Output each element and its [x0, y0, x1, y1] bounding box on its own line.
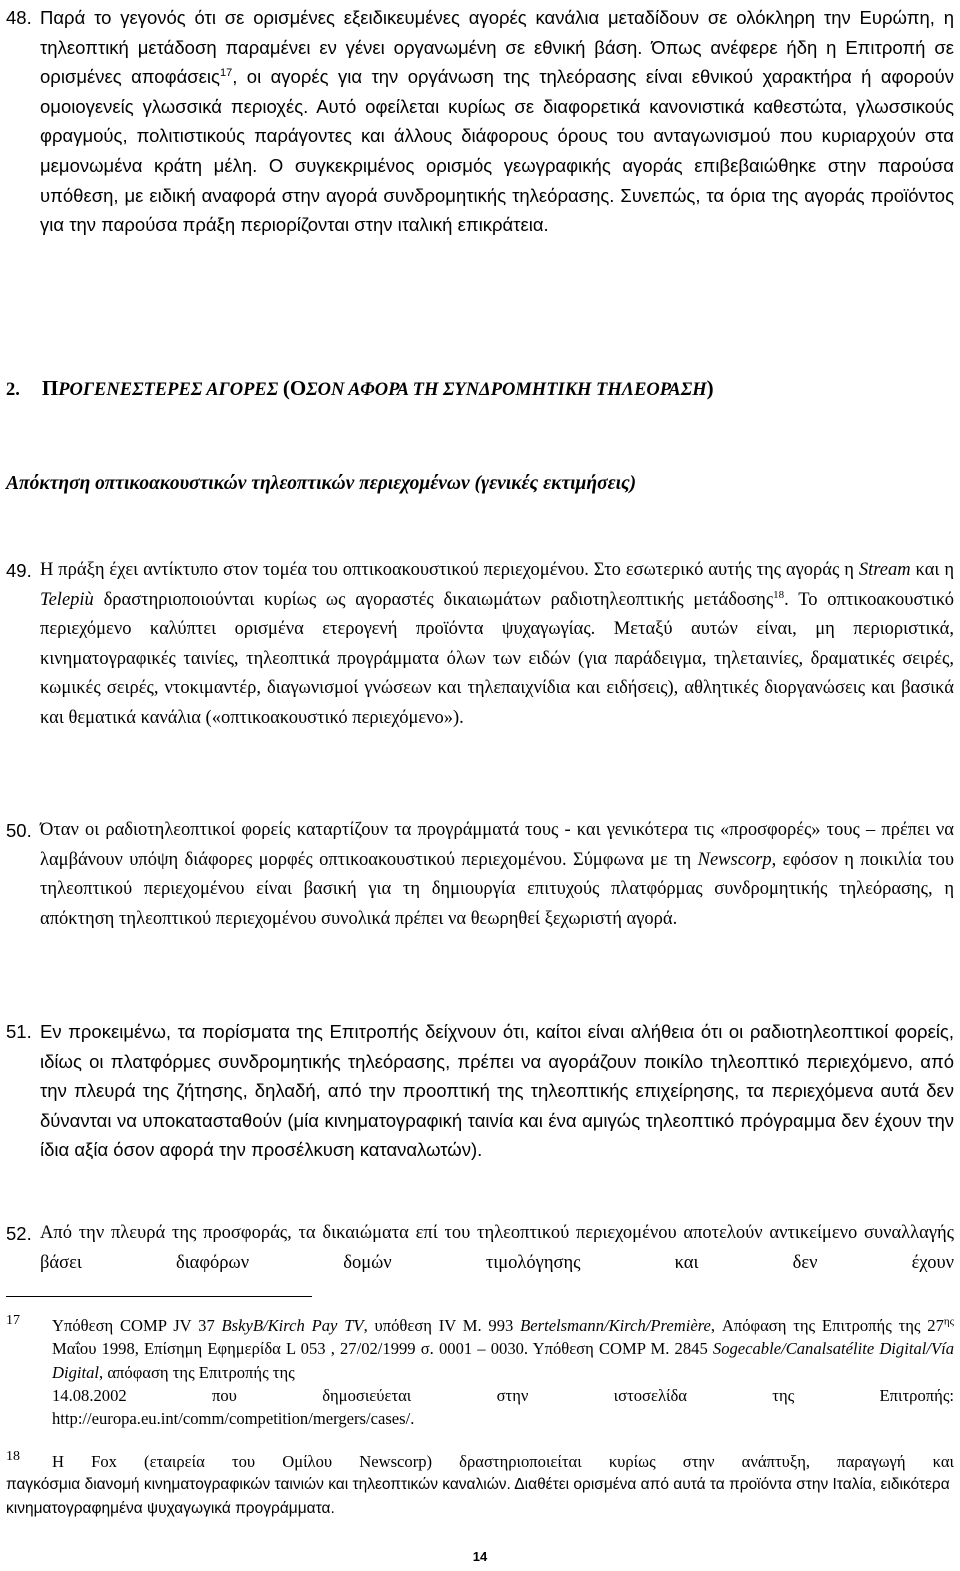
paragraph-52: [6, 1219, 954, 1278]
paragraph-number: 51.: [6, 1021, 32, 1042]
footnote-text-line: 14.08.2002 που δημοσιεύεται στην ιστοσελίδα της Επιτροπής:: [52, 1385, 954, 1405]
footnote-ref-18[interactable]: 18: [773, 588, 785, 601]
paragraph-text: Η πράξη έχει αντίκτυπο στον τομέα του οπτικοακουστικού περιεχομένου. Στο εσωτερικό αυτής της αγοράς η Stream και η Telepiù δραστηριοποιούνται κυρίως ως αγοραστές δικαιωμάτων ραδιοτηλεοπτικής μετάδοσης$^{18}$. Το οπτικοακουστικό περιεχόμενο καλύπτει ορισμένα ετερογενή προϊόντα ψυχαγωγίας. Μεταξύ αυτών είναι, μη περιοριστικά, κινηματογραφικές ταινίες, τηλεοπτικά προγράμματα όλων των ειδών (για παράδειγμα, τηλεταινίες, δραματικές σειρές, κωμικές σειρές, ντοκιμαντέρ, διαγωνισμοί γνώσεων και τηλεπαιχνίδια και ειδήσεις), αθλητικές διοργανώσεις και βασικά και θεματικά κανάλια («οπτικοακουστικό περιεχόμενο»).: [40, 560, 955, 728]
paragraph-text: Εν προκειμένω, τα πορίσματα της Επιτροπής δείχνουν ότι, καίτοι είναι αλήθεια ότι οι ραδιοτηλεοπτικοί φορείς, ιδίως οι πλατφόρμες συνδρομητικής τηλεόρασης, πρέπει να αγοράζουν ποικίλο τηλεοπτικό περιεχόμενο, από την πλευρά της ζήτησης, δηλαδή, από την προοπτική της τηλεοπτικής επιχείρησης, τα περιεχόμενα αυτά δεν δύνανται να υποκατασταθούν (μία κινηματογραφική ταινία και ένα αμιγώς τηλεοπτικό πρόγραμμα δεν έχουν την ίδια αξία όσον αφορά την προσέλκυση καταναλωτών).: [40, 1021, 954, 1161]
paragraph-49: [6, 556, 954, 734]
footnote-url[interactable]: http://europa.eu.int/comm/competition/mergers/cases/.: [52, 1409, 415, 1429]
paragraph-number: 49.: [6, 560, 32, 581]
footnote-17: [6, 1314, 954, 1430]
paragraph-51: [6, 1017, 954, 1165]
footnote-text: παγκόσμια διανομή κινηματογραφικών ταινιών και τηλεοπτικών καναλιών. Διαθέτει ορισμένα από αυτά τα προϊόντα στην Ιταλία, ειδικότερα κινηματογραφημένα ψυχαγωγικά προγράμματα.: [6, 1476, 950, 1517]
footnote-number: 18: [6, 1449, 20, 1464]
footnote-separator: [6, 1296, 312, 1297]
subsection-heading: Απόκτηση οπτικοακουστικών τηλεοπτικών περιεχομένων (γενικές εκτιμήσεις): [6, 473, 637, 494]
paragraph-text: Από την πλευρά της προσφοράς, τα δικαιώματα επί του τηλεοπτικού περιεχομένου αποτελούν αντικείμενο συναλλαγής βάσει διαφόρων δομών τιμολόγησης και δεν έχουν: [40, 1223, 954, 1273]
paragraph-number: 48.: [6, 7, 32, 28]
footnote-text: Υπόθεση COMP JV 37 BskyB/Kirch Pay TV, υπόθεση IV M. 993 Bertelsmann/Kirch/Première, Απόφαση της Επιτροπής της $27^{\eta\varsigma}$ Μαΐου 1998, Επίσημη Εφημερίδα L 053 , 27/02/1999 σ. 0001 – 0030. Υπόθεση COMP M. 2845 Sogecable/Canalsatélite Digital/Vía Digital, απόφαση της Επιτροπής της: [52, 1315, 954, 1382]
paragraph-48: [6, 3, 954, 240]
paragraph-text: Παρά το γεγονός ότι σε ορισμένες εξειδικευμένες αγορές κανάλια μεταδίδουν σε ολόκληρη την Ευρώπη, η τηλεοπτική μετάδοση παραμένει εν γένει οργανωμένη σε εθνική βάση. Όπως ανέφερε ήδη η Επιτροπή σε ορισμένες αποφάσεις$^{17}$, οι αγορές για την οργάνωση της τηλεόρασης είναι εθνικού χαρακτήρα ή αφορούν ομοιογενείς γλωσσικά περιοχές. Αυτό οφείλεται κυρίως σε διαφορετικά κανονιστικά καθεστώτα, γλωσσικούς φραγμούς, πολιτιστικούς παράγοντες και άλλους διάφορους όρους του ανταγωνισμού που κυριαρχούν στα μεμονωμένα κράτη μέλη. Ο συγκεκριμένος ορισμός γεωγραφικής αγοράς επιβεβαιώθηκε στην παρούσα υπόθεση, με ειδική αναφορά στην αγορά συνδρομητικής τηλεόρασης. Συνεπώς, τα όρια της αγοράς προϊόντος για την παρούσα πράξη περιορίζονται στην ιταλική επικράτεια.: [40, 7, 954, 236]
footnote-text-line: Η Fox (εταιρεία του Ομίλου Newscorp) δραστηριοποιείται κυρίως στην ανάπτυξη, παραγωγή και: [52, 1452, 954, 1471]
section-number: 2.: [6, 380, 20, 400]
paragraph-number: 50.: [6, 820, 32, 841]
paragraph-50: [6, 816, 954, 934]
section-heading: 2. ΠΡΟΓΕΝΕΣΤΕΡΕΣ ΑΓΟΡΕΣ (ΟΣΟΝ ΑΦΟΡΑ ΤΗ ΣΥΝΔΡΟΜΗΤΙΚΗ ΤΗΛΕΟΡΑΣΗ): [6, 376, 714, 400]
footnote-18: [6, 1450, 954, 1520]
page-number: 14: [472, 1549, 488, 1564]
footnote-ref-17[interactable]: 17: [219, 67, 233, 80]
paragraph-text: Όταν οι ραδιοτηλεοπτικοί φορείς καταρτίζουν τα προγράμματά τους - και γενικότερα τις «προσφορές» τους – πρέπει να λαμβάνουν υπόψη διάφορες μορφές οπτικοακουστικού περιεχομένου. Σύμφωνα με τη Newscorp, εφόσον η ποικιλία του τηλεοπτικού περιεχομένου είναι βασική για τη δημιουργία επιτυχούς πλατφόρμας συνδρομητικής τηλεόρασης, η απόκτηση τηλεοπτικού περιεχομένου συνολικά πρέπει να θεωρηθεί ξεχωριστή αγορά.: [40, 820, 954, 929]
paragraph-number: 52.: [6, 1223, 32, 1244]
footnote-number: 17: [6, 1313, 20, 1328]
